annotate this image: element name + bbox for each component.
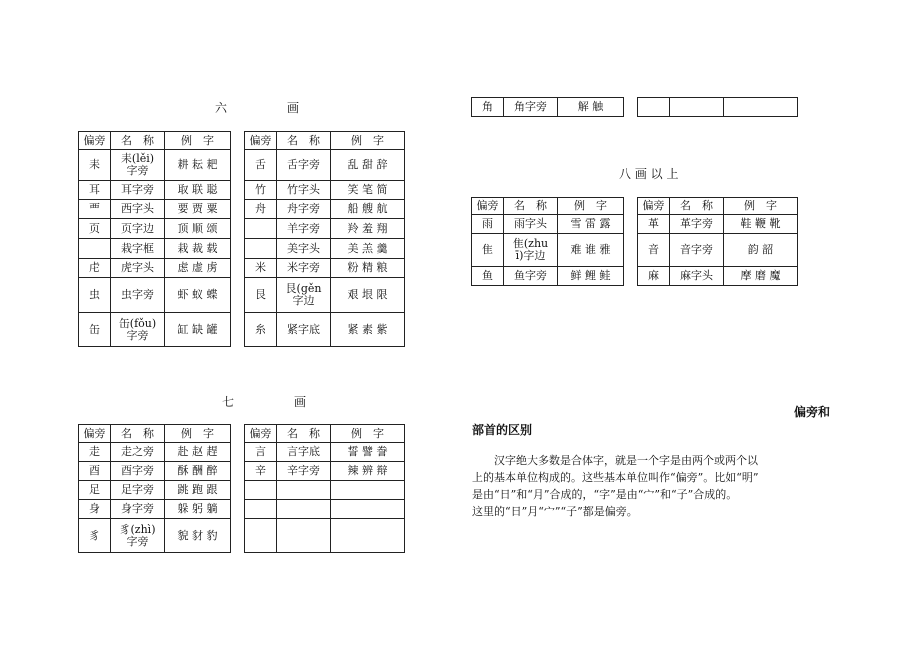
section-six-title: 六 画 bbox=[215, 101, 300, 115]
table-cell: 鱼 bbox=[472, 267, 504, 286]
radical-table-six bbox=[78, 131, 405, 347]
table-cell: 舌字旁 bbox=[277, 150, 331, 181]
radical-table-seven bbox=[78, 424, 405, 553]
table-cell bbox=[277, 500, 331, 519]
table-cell: 角字旁 bbox=[504, 98, 558, 117]
table-cell: 美 羔 羹 bbox=[331, 239, 405, 259]
column-gap bbox=[231, 500, 245, 519]
column-gap bbox=[231, 150, 245, 181]
table-row bbox=[472, 98, 798, 117]
table-cell bbox=[638, 98, 670, 117]
column-gap bbox=[231, 200, 245, 219]
table-cell: 音字旁 bbox=[670, 234, 724, 267]
table-cell: 走之旁 bbox=[111, 443, 165, 462]
header-cell: 偏旁 bbox=[245, 425, 277, 443]
table-cell bbox=[245, 481, 277, 500]
table-cell: 摩 磨 魔 bbox=[724, 267, 798, 286]
column-gap bbox=[231, 425, 245, 443]
table-cell: 韵 韶 bbox=[724, 234, 798, 267]
table-cell: 身 bbox=[79, 500, 111, 519]
essay-title-tail: 偏旁和 bbox=[794, 405, 831, 419]
table-cell: 鱼字旁 bbox=[504, 267, 558, 286]
table-cell: 缸 缺 罐 bbox=[165, 313, 231, 347]
table-cell bbox=[79, 239, 111, 259]
table-row bbox=[79, 519, 405, 553]
table-cell: 耒 bbox=[79, 150, 111, 181]
table-cell: 虎字头 bbox=[111, 259, 165, 278]
table-cell: 粉 精 粮 bbox=[331, 259, 405, 278]
table-row bbox=[79, 219, 405, 239]
table-cell: 竹字头 bbox=[277, 181, 331, 200]
table-cell: 舟字旁 bbox=[277, 200, 331, 219]
table-cell: 躲 躬 躺 bbox=[165, 500, 231, 519]
essay-line: 这里的“日”月“宀”“子”都是偏旁。 bbox=[472, 505, 638, 518]
table-cell: 豸 bbox=[79, 519, 111, 553]
table-row bbox=[79, 443, 405, 462]
essay-paragraph bbox=[472, 452, 852, 520]
header-cell: 例 字 bbox=[331, 425, 405, 443]
column-gap bbox=[231, 519, 245, 553]
table-row bbox=[79, 278, 405, 313]
table-cell: 笑 笔 简 bbox=[331, 181, 405, 200]
table-cell: 西字头 bbox=[111, 200, 165, 219]
table-cell: 紧 素 紫 bbox=[331, 313, 405, 347]
table-cell bbox=[670, 98, 724, 117]
column-gap bbox=[231, 462, 245, 481]
header-cell: 例 字 bbox=[331, 132, 405, 150]
column-gap bbox=[624, 198, 638, 215]
table-cell: 难 谁 雅 bbox=[558, 234, 624, 267]
table-cell: 取 联 聪 bbox=[165, 181, 231, 200]
table-cell: 虍 bbox=[79, 259, 111, 278]
table-cell: 米 bbox=[245, 259, 277, 278]
table-cell: 解 触 bbox=[558, 98, 624, 117]
table-cell: 竹 bbox=[245, 181, 277, 200]
table-header-row bbox=[79, 425, 405, 443]
table-cell: 耒(lěi) 字旁 bbox=[111, 150, 165, 181]
radical-table-seven-continued bbox=[471, 97, 798, 117]
table-cell: 耕 耘 耙 bbox=[165, 150, 231, 181]
header-cell: 偏旁 bbox=[79, 132, 111, 150]
table-cell: 酉 bbox=[79, 462, 111, 481]
column-gap bbox=[231, 481, 245, 500]
table-cell: 酥 酬 醉 bbox=[165, 462, 231, 481]
table-cell: 页 bbox=[79, 219, 111, 239]
table-cell: 言 bbox=[245, 443, 277, 462]
table-cell: 虾 蚁 蝶 bbox=[165, 278, 231, 313]
column-gap bbox=[231, 313, 245, 347]
table-cell bbox=[245, 219, 277, 239]
table-cell: 足 bbox=[79, 481, 111, 500]
table-row bbox=[472, 267, 798, 286]
table-cell: 赴 赵 趕 bbox=[165, 443, 231, 462]
table-cell: 雨字头 bbox=[504, 215, 558, 234]
header-cell: 偏旁 bbox=[472, 198, 504, 215]
section-eight-title: 八 画 以 上 bbox=[619, 167, 679, 181]
table-cell: 雪 雷 露 bbox=[558, 215, 624, 234]
column-gap bbox=[231, 259, 245, 278]
header-cell: 名 称 bbox=[111, 132, 165, 150]
header-cell: 例 字 bbox=[165, 425, 231, 443]
table-cell: 鞋 鞭 靴 bbox=[724, 215, 798, 234]
section-seven-title: 七 画 bbox=[222, 395, 307, 409]
table-row bbox=[79, 259, 405, 278]
table-row bbox=[79, 150, 405, 181]
header-cell: 名 称 bbox=[504, 198, 558, 215]
table-cell: 羚 羞 翔 bbox=[331, 219, 405, 239]
table-row bbox=[472, 215, 798, 234]
header-cell: 例 字 bbox=[558, 198, 624, 215]
table-header-row bbox=[79, 132, 405, 150]
header-cell: 例 字 bbox=[165, 132, 231, 150]
table-cell: 舟 bbox=[245, 200, 277, 219]
column-gap bbox=[231, 219, 245, 239]
table-cell: 栽 裁 载 bbox=[165, 239, 231, 259]
table-row bbox=[79, 313, 405, 347]
table-cell: 米字旁 bbox=[277, 259, 331, 278]
table-cell: 麻字头 bbox=[670, 267, 724, 286]
column-gap bbox=[624, 98, 638, 117]
table-cell: 顶 顺 颂 bbox=[165, 219, 231, 239]
column-gap bbox=[231, 278, 245, 313]
table-cell bbox=[331, 519, 405, 553]
table-cell: 貌 豺 豹 bbox=[165, 519, 231, 553]
table-cell: 身字旁 bbox=[111, 500, 165, 519]
table-cell: 虫字旁 bbox=[111, 278, 165, 313]
radical-table-eight bbox=[471, 197, 798, 286]
table-cell: 誓 譬 誊 bbox=[331, 443, 405, 462]
essay-title-head: 部首的区别 bbox=[472, 423, 533, 437]
table-cell bbox=[245, 519, 277, 553]
table-cell bbox=[331, 481, 405, 500]
table-cell: 音 bbox=[638, 234, 670, 267]
table-cell: 隹(zhu ī)字边 bbox=[504, 234, 558, 267]
table-cell: 辛字旁 bbox=[277, 462, 331, 481]
table-cell bbox=[245, 500, 277, 519]
table-cell: 革字旁 bbox=[670, 215, 724, 234]
column-gap bbox=[231, 181, 245, 200]
table-cell: 艮(gěn 字边 bbox=[277, 278, 331, 313]
table-row bbox=[79, 200, 405, 219]
table-cell: 紧字底 bbox=[277, 313, 331, 347]
table-cell: 虫 bbox=[79, 278, 111, 313]
essay-line: 上的基本单位构成的。这些基本单位叫作“偏旁”。比如“明” bbox=[472, 471, 759, 484]
table-cell: 艰 垠 限 bbox=[331, 278, 405, 313]
table-cell: 酉字旁 bbox=[111, 462, 165, 481]
table-cell: 角 bbox=[472, 98, 504, 117]
header-cell: 偏旁 bbox=[245, 132, 277, 150]
table-cell: 鲜 鲤 鲑 bbox=[558, 267, 624, 286]
column-gap bbox=[624, 215, 638, 234]
column-gap bbox=[624, 234, 638, 267]
table-cell bbox=[245, 239, 277, 259]
table-row bbox=[79, 181, 405, 200]
table-cell: 麻 bbox=[638, 267, 670, 286]
table-row bbox=[79, 500, 405, 519]
table-row bbox=[79, 481, 405, 500]
table-cell bbox=[724, 98, 798, 117]
header-cell: 偏旁 bbox=[79, 425, 111, 443]
table-cell: 豸(zhì) 字旁 bbox=[111, 519, 165, 553]
header-cell: 名 称 bbox=[277, 425, 331, 443]
table-cell: 耳字旁 bbox=[111, 181, 165, 200]
table-cell bbox=[331, 500, 405, 519]
table-cell: 走 bbox=[79, 443, 111, 462]
header-cell: 名 称 bbox=[111, 425, 165, 443]
table-cell: 覀 bbox=[79, 200, 111, 219]
table-cell: 栽字框 bbox=[111, 239, 165, 259]
header-cell: 名 称 bbox=[277, 132, 331, 150]
table-cell: 辛 bbox=[245, 462, 277, 481]
table-cell: 羊字旁 bbox=[277, 219, 331, 239]
table-row bbox=[472, 234, 798, 267]
column-gap bbox=[624, 267, 638, 286]
table-cell: 雨 bbox=[472, 215, 504, 234]
table-cell: 革 bbox=[638, 215, 670, 234]
table-row bbox=[79, 239, 405, 259]
column-gap bbox=[231, 239, 245, 259]
table-header-row bbox=[472, 198, 798, 215]
table-cell: 舌 bbox=[245, 150, 277, 181]
table-cell: 乱 甜 辞 bbox=[331, 150, 405, 181]
table-cell: 隹 bbox=[472, 234, 504, 267]
table-cell: 辣 辨 辩 bbox=[331, 462, 405, 481]
header-cell: 名 称 bbox=[670, 198, 724, 215]
column-gap bbox=[231, 443, 245, 462]
table-cell: 页字边 bbox=[111, 219, 165, 239]
table-cell bbox=[277, 519, 331, 553]
table-cell: 船 艘 航 bbox=[331, 200, 405, 219]
table-cell: 缶(fǒu) 字旁 bbox=[111, 313, 165, 347]
essay-line: 是由“日”和“月”合成的，“字”是由“宀”和“子”合成的。 bbox=[472, 488, 738, 501]
table-cell: 跳 跑 跟 bbox=[165, 481, 231, 500]
column-gap bbox=[231, 132, 245, 150]
table-cell: 言字底 bbox=[277, 443, 331, 462]
table-cell: 缶 bbox=[79, 313, 111, 347]
table-cell: 虑 虚 虏 bbox=[165, 259, 231, 278]
table-cell bbox=[277, 481, 331, 500]
essay-line: 汉字绝大多数是合体字，就是一个字是由两个或两个以 bbox=[472, 454, 758, 467]
table-row bbox=[79, 462, 405, 481]
table-cell: 足字旁 bbox=[111, 481, 165, 500]
header-cell: 例 字 bbox=[724, 198, 798, 215]
table-cell: 艮 bbox=[245, 278, 277, 313]
table-cell: 耳 bbox=[79, 181, 111, 200]
table-cell: 要 贾 粟 bbox=[165, 200, 231, 219]
table-cell: 美字头 bbox=[277, 239, 331, 259]
table-cell: 糸 bbox=[245, 313, 277, 347]
header-cell: 偏旁 bbox=[638, 198, 670, 215]
